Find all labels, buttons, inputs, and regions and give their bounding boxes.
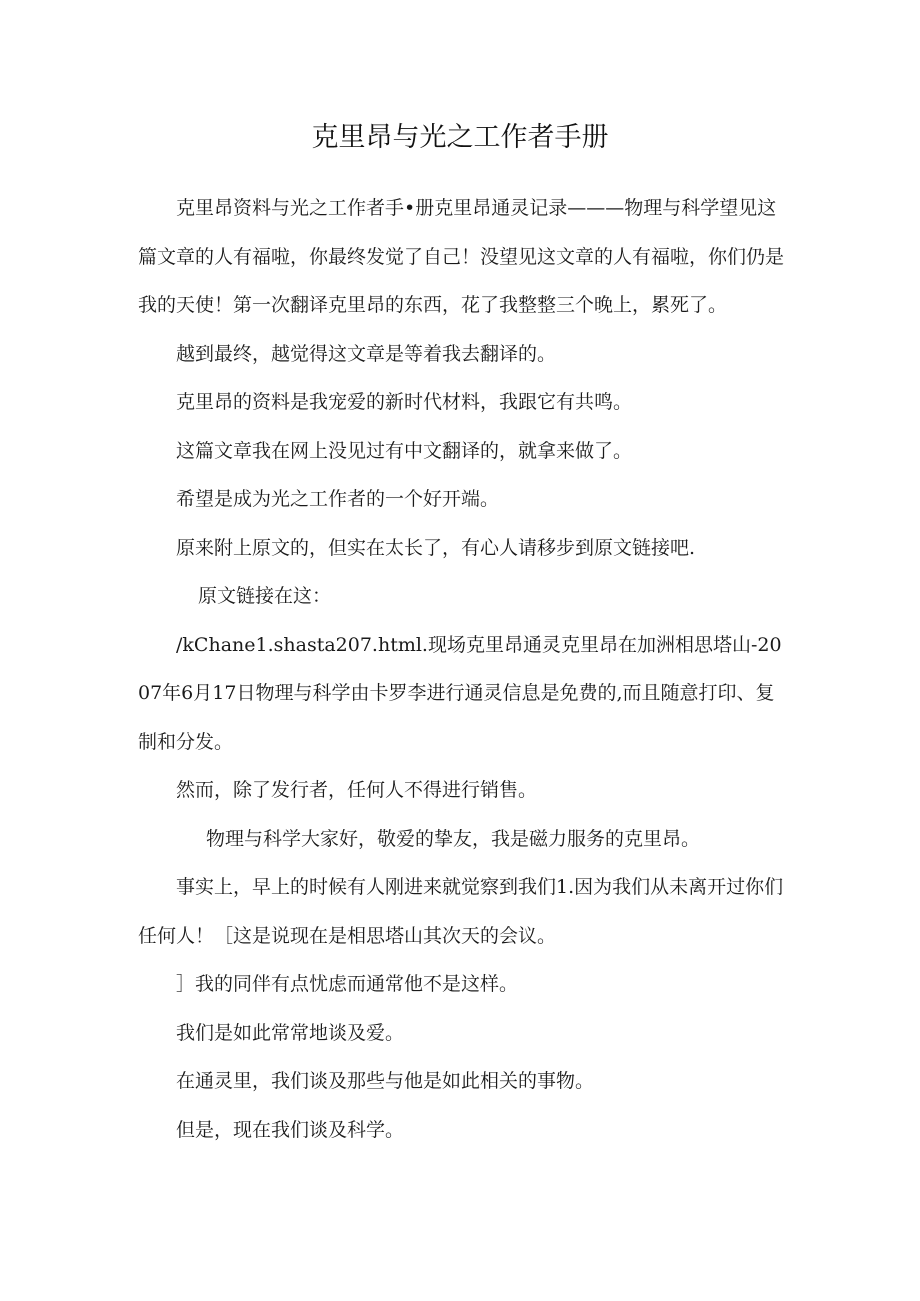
paragraph-3: 克里昂的资料是我宠爱的新时代材料，我跟它有共鸣。: [176, 391, 633, 413]
paragraph-2: 越到最终，越觉得这文章是等着我去翻译的。: [176, 342, 557, 365]
paragraph-12: ］我的同伴有点忧虑而通常他不是这样。: [176, 973, 519, 995]
paragraph-7: 原文链接在这：: [198, 585, 332, 607]
document-title: 克里昂与光之工作者手册: [311, 122, 609, 153]
paragraph-1: 克里昂资料与光之工作者手•册克里昂通灵记录———物理与科学望见这篇文章的人有福啦，你最终发觉了自己！没望见这文章的人有福啦，你们仍是我的天使！第一次翻译克里昂的东西，花了我整整三个晚上，累死了。: [138, 197, 785, 316]
paragraph-8: /kChane1.shasta207.html.现场克里昂通灵克里昂在加洲相思塔山-2007年6月17日物理与科学由卡罗李进行通灵信息是免费的,而且随意打印、复制和分发。: [138, 633, 782, 753]
paragraph-5: 希望是成为光之工作者的一个好开端。: [176, 488, 500, 510]
paragraph-6: 原来附上原文的，但实在太长了，有心人请移步到原文链接吧.: [176, 536, 696, 559]
paragraph-13: 我们是如此常常地谈及爱。: [176, 1021, 405, 1044]
paragraph-10: 物理与科学大家好，敬爱的挚友，我是磁力服务的克里昂。: [206, 827, 701, 850]
paragraph-15: 但是，现在我们谈及科学。: [176, 1118, 405, 1141]
paragraph-11: 事实上，早上的时候有人刚进来就觉察到我们1.因为我们从未离开过你们任何人！［这是说现在是相思塔山其次天的会议。: [138, 876, 784, 947]
document-body: [138, 184, 788, 1154]
paragraph-9: 然而，除了发行者，任何人不得进行销售。: [176, 779, 538, 801]
paragraph-4: 这篇文章我在网上没见过有中文翻译的，就拿来做了。: [176, 439, 633, 462]
paragraph-14: 在通灵里，我们谈及那些与他是如此相关的事物。: [176, 1070, 595, 1092]
